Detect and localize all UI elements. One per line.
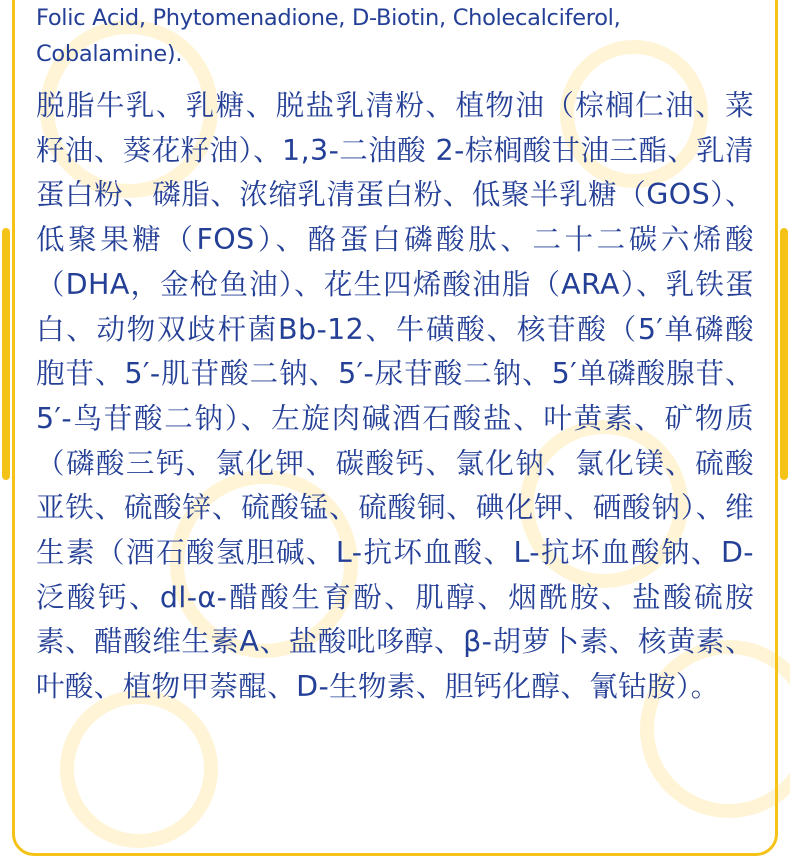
english-ingredients-text: Folic Acid, Phytomenadione, D-Biotin, Cholecalciferol, Cobalamine). <box>36 5 621 67</box>
right-side-tab <box>780 228 788 480</box>
chinese-ingredients-text: 脱脂牛乳、乳糖、脱盐乳清粉、植物油（棕榈仁油、菜籽油、葵花籽油）、1,3-二油酸 2-棕榈酸甘油三酯、乳清蛋白粉、磷脂、浓缩乳清蛋白粉、低聚半乳糖（GOS）、低聚果糖（FOS）、酪蛋白磷酸肽、二十二碳六烯酸（DHA，金枪鱼油）、花生四烯酸油脂（ARA）、乳铁蛋白、动物双歧杆菌Bb-12、牛磺酸、核苷酸（5′单磷酸胞苷、5′-肌苷酸二钠、5′-尿苷酸二钠、5′单磷酸腺苷、5′-鸟苷酸二钠）、左旋肉碱酒石酸盐、叶黄素、矿物质（磷酸三钙、氯化钾、碳酸钙、氯化钠、氯化镁、硫酸亚铁、硫酸锌、硫酸锰、硫酸铜、碘化钾、硒酸钠）、维生素（酒石酸氢胆碱、L-抗坏血酸、L-抗坏血酸钠、D-泛酸钙、dl-α-醋酸生育酚、肌醇、烟酰胺、盐酸硫胺素、醋酸维生素A、盐酸吡哆醇、β-胡萝卜素、核黄素、叶酸、植物甲萘醌、D-生物素、胆钙化醇、氰钴胺）。 <box>36 89 754 704</box>
left-side-tab <box>2 228 10 480</box>
